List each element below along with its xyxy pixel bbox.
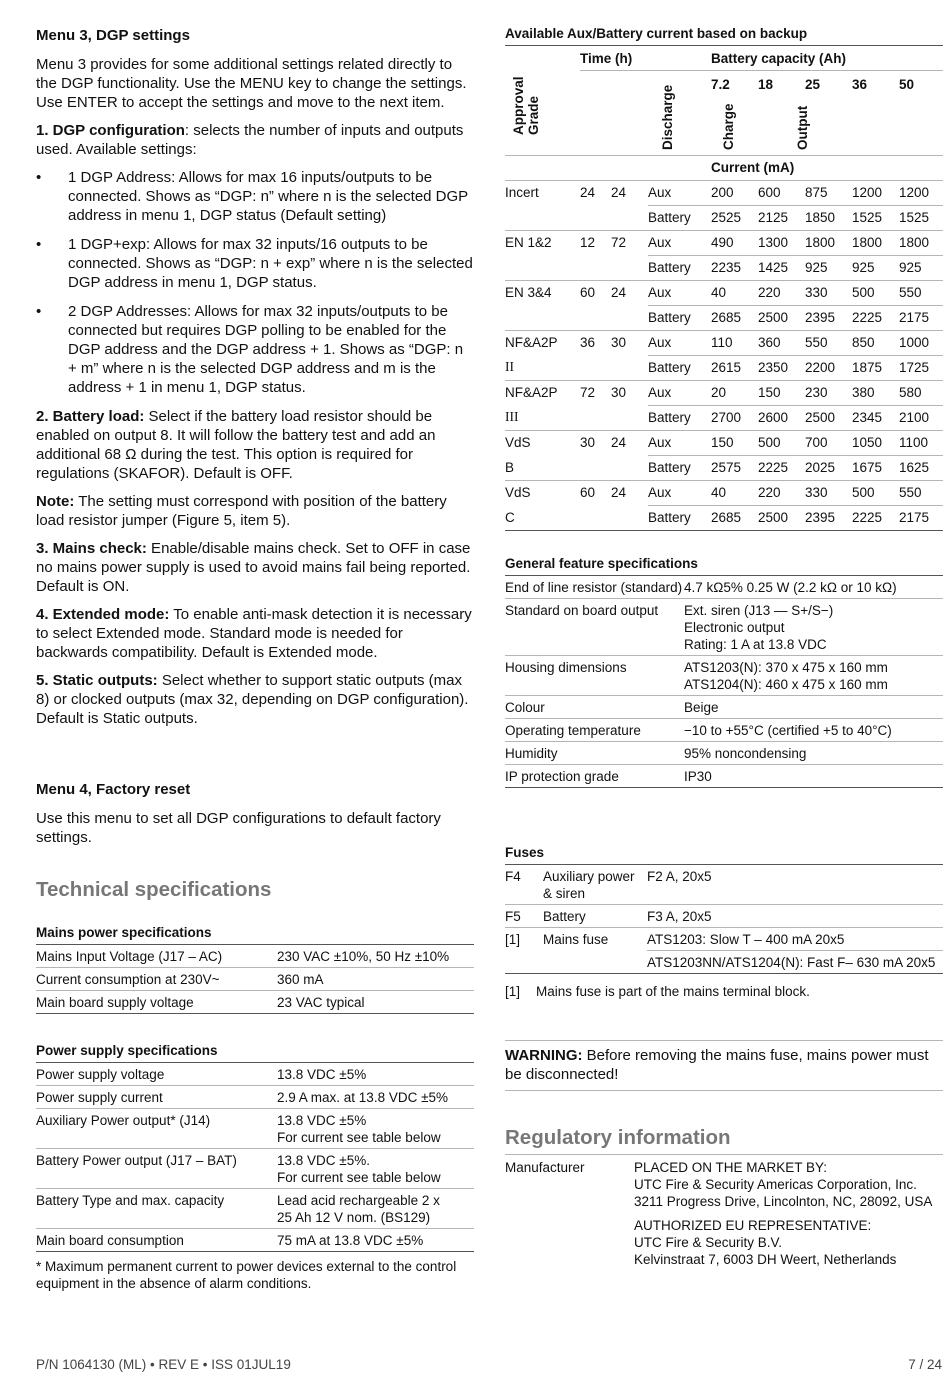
list-item: • 1 DGP+exp: Allows for max 32 inputs/16 outputs to be connected. Shows as “DGP: n + exp” where n is the selected DGP address in menu 1, DGP status. (36, 235, 474, 292)
battery-load-paragraph: 2. Battery load: Select if the battery load resistor should be enabled on output 8. It will follow the battery test and add an additional 68 Ω during the test. This option is required for regulations (SKAFOR). Default is OFF. (36, 408, 436, 482)
current-table (505, 26, 943, 531)
table-row: VdS 30 24 Aux 150 500 700 1050 1100 (505, 430, 943, 455)
note-paragraph: Note: The setting must correspond with position of the battery load resistor jumper (Figure 5, item 5). (36, 493, 447, 529)
table-row: NF&A2P 36 30 Aux 110 360 550 850 1000 (505, 330, 943, 355)
warning-box: WARNING: Before removing the mains fuse, mains power must be disconnected! (505, 1040, 943, 1091)
regulatory-table (505, 1154, 943, 1268)
table-row: Battery 2235 1425 925 925 925 (505, 255, 943, 280)
footer-page-number: 7 / 24 (908, 1357, 942, 1372)
table-row: Current consumption at 230V~ 360 mA (36, 968, 474, 991)
output-header: Output (795, 105, 810, 150)
fuse-note: [1] Mains fuse is part of the mains terminal block. (505, 984, 810, 999)
table-row: NF&A2P 72 30 Aux 20 150 230 380 580 (505, 380, 943, 405)
list-item: • 1 DGP Address: Allows for max 16 inputs/outputs to be connected. Shows as “DGP: n” where n is the selected DGP address in menu 1, DGP status (Default setting) (36, 168, 474, 225)
table-row: Battery 2525 2125 1850 1525 1525 (505, 205, 943, 230)
table-caption: Available Aux/Battery current based on backup (505, 26, 943, 46)
menu3-section (36, 26, 474, 737)
table-header-row: Time (h) Battery capacity (Ah) (505, 46, 943, 71)
fuses-table (505, 845, 943, 999)
charge-header: Charge (721, 102, 736, 150)
manufacturer-label: Manufacturer (505, 1160, 585, 1175)
table-row: III Battery 2700 2600 2500 2345 2100 (505, 405, 943, 430)
mains-check-paragraph: 3. Mains check: Enable/disable mains check. Set to OFF in case no mains power supply is used to avoid mains fail being reported. Default is ON. (36, 540, 471, 595)
static-outputs-paragraph: 5. Static outputs: Select whether to support static outputs (max 8) or clocked outputs (max 32, depending on DGP configuration). Default is Static outputs. (36, 672, 469, 727)
menu4-text: Use this menu to set all DGP configurations to default factory settings. (36, 810, 441, 846)
regulatory-information-heading: Regulatory information (505, 1126, 731, 1149)
dgp-configuration-paragraph: 1. DGP configuration: selects the number of inputs and outputs used. Available settings: (36, 122, 464, 158)
approval-grade-header: Approval Grade (511, 75, 541, 135)
table-caption: Mains power specifications (36, 925, 474, 945)
table-row: Standard on board output Ext. siren (J13 — S+/S−) Electronic output Rating: 1 A at 13.8 VDC (505, 599, 943, 656)
table-row: ATS1203NN/ATS1204(N): Fast F– 630 mA 20x5 (505, 951, 943, 974)
menu4-title: Menu 4, Factory reset (36, 781, 191, 798)
table-row: Battery Type and max. capacity Lead acid rechargeable 2 x 25 Ah 12 V nom. (BS129) (36, 1189, 474, 1229)
table-row: Housing dimensions ATS1203(N): 370 x 475 x 160 mm ATS1204(N): 460 x 475 x 160 mm (505, 656, 943, 696)
table-header-row: Approval Grade Discharge Charge Output 7.2 18 25 36 50 (505, 71, 943, 156)
technical-specifications-heading: Technical specifications (36, 878, 272, 901)
table-caption: General feature specifications (505, 556, 943, 576)
menu3-intro: Menu 3 provides for some additional settings related directly to the DGP functionality. Use the MENU key to change the settings. Use ENTER to accept the settings and move to the next item. (36, 56, 467, 111)
manufacturer-details: PLACED ON THE MARKET BY: UTC Fire & Security Americas Corporation, Inc. 3211 Progress Drive, Lincolnton, NC, 28092, USA AUTHORIZED EU REPRESENTATIVE: UTC Fire & Security B.V. Kelvinstraat 7, 6003 DH Weert, Netherlands (634, 1160, 933, 1267)
list-item: • 2 DGP Addresses: Allows for max 32 inputs/outputs to be connected but requires DGP polling to be enabled for the DGP address and the DGP address + 1. Shows as “DGP: n + m” where n is the selected DGP address and m is the address + 1 in menu 1, DGP status. (36, 302, 474, 397)
discharge-header: Discharge (660, 84, 675, 150)
table-row: VdS 60 24 Aux 40 220 330 500 550 (505, 480, 943, 505)
table-row: F4 Auxiliary power & siren F2 A, 20x5 (505, 865, 943, 905)
table-row: Battery Power output (J17 – BAT) 13.8 VDC ±5%. For current see table below (36, 1149, 474, 1189)
table-row: End of line resistor (standard) 4.7 kΩ5% 0.25 W (2.2 kΩ or 10 kΩ) (505, 576, 943, 599)
table-row: B Battery 2575 2225 2025 1675 1625 (505, 455, 943, 480)
table-caption: Fuses (505, 845, 943, 865)
general-features-table (505, 556, 943, 788)
table-row: Auxiliary Power output* (J14) 13.8 VDC ±5% For current see table below (36, 1109, 474, 1149)
table-row: Power supply current 2.9 A max. at 13.8 VDC ±5% (36, 1086, 474, 1109)
menu4-section (36, 780, 474, 856)
table-row: F5 Battery F3 A, 20x5 (505, 905, 943, 928)
table-row: EN 3&4 60 24 Aux 40 220 330 500 550 (505, 280, 943, 305)
footnote: * Maximum permanent current to power devices external to the control equipment in the absence of alarm conditions. (36, 1259, 457, 1291)
table-row: [1] Mains fuse ATS1203: Slow T – 400 mA 20x5 (505, 928, 943, 951)
dgp-options-list (36, 168, 474, 397)
table-row: C Battery 2685 2500 2395 2225 2175 (505, 505, 943, 530)
table-row: Power supply voltage 13.8 VDC ±5% (36, 1063, 474, 1086)
table-row: Colour Beige (505, 696, 943, 719)
table-header-row: Current (mA) (505, 155, 943, 180)
table-row: Main board consumption 75 mA at 13.8 VDC ±5% (36, 1229, 474, 1252)
power-supply-table (36, 1043, 474, 1292)
table-row: Battery 2685 2500 2395 2225 2175 (505, 305, 943, 330)
table-row: EN 1&2 12 72 Aux 490 1300 1800 1800 1800 (505, 230, 943, 255)
extended-mode-paragraph: 4. Extended mode: To enable anti-mask detection it is necessary to select Extended mode. Standard mode is needed for backwards compatibility. Default is Extended mode. (36, 606, 472, 661)
table-row: Incert 24 24 Aux 200 600 875 1200 1200 (505, 180, 943, 205)
table-row: Humidity 95% noncondensing (505, 742, 943, 765)
table-row: Operating temperature −10 to +55°C (certified +5 to 40°C) (505, 719, 943, 742)
menu3-title: Menu 3, DGP settings (36, 27, 190, 44)
mains-power-table (36, 925, 474, 1014)
footer-part-number: P/N 1064130 (ML) • REV E • ISS 01JUL19 (36, 1357, 291, 1372)
table-row: II Battery 2615 2350 2200 1875 1725 (505, 355, 943, 380)
table-row: Main board supply voltage 23 VAC typical (36, 991, 474, 1014)
table-row: Mains Input Voltage (J17 – AC) 230 VAC ±10%, 50 Hz ±10% (36, 945, 474, 968)
table-caption: Power supply specifications (36, 1043, 474, 1063)
table-row: IP protection grade IP30 (505, 765, 943, 788)
